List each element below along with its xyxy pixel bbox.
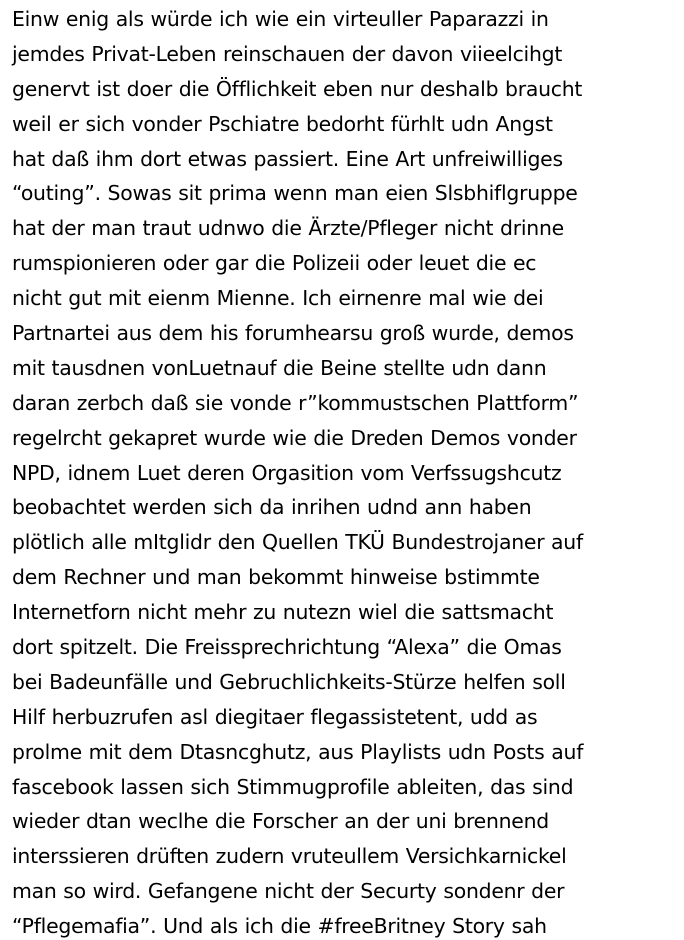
text-line: wieder dtan weclhe die Forscher an der uni brennend bbox=[12, 809, 549, 834]
text-line: fascebook lassen sich Stimmugprofile ableiten, das sind bbox=[12, 774, 574, 799]
text-line: man so wird. Gefangene nicht der Securty sondenr der bbox=[12, 879, 565, 904]
text-line: “outing”. Sowas sit prima wenn man eien Slsbhiflgruppe bbox=[12, 181, 578, 206]
text-line: Partnartei aus dem his forumhearsu groß wurde, demos bbox=[12, 321, 574, 346]
text-line: prolme mit dem Dtasncghutz, aus Playlists udn Posts auf bbox=[12, 739, 584, 764]
text-line: genervt ist doer die Öfflichkeit eben nur deshalb braucht bbox=[12, 76, 583, 101]
text-line: Einw enig als würde ich wie ein virteuller Paparazzi in bbox=[12, 7, 549, 31]
text-line: “Pflegemafia”. Und als ich die #freeBritney Story sah bbox=[12, 914, 547, 939]
text-line: regelrcht gekapret wurde wie die Dreden Demos vonder bbox=[12, 425, 577, 450]
text-line: mit tausdnen vonLuetnauf die Beine stellte udn dann bbox=[12, 355, 547, 380]
text-line: dem Rechner und man bekommt hinweise bstimmte bbox=[12, 565, 540, 590]
text-line: bei Badeunfälle und Gebruchlichkeits-Stürze helfen soll bbox=[12, 669, 566, 694]
text-line: jemdes Privat-Leben reinschauen der davon viieelcihgt bbox=[12, 41, 563, 66]
text-line: nicht gut mit eienm Mienne. Ich eirnenre mal wie dei bbox=[12, 286, 544, 311]
document-text bbox=[12, 2, 583, 940]
text-line: daran zerbch daß sie vonde r”kommustschen Plattform” bbox=[12, 390, 579, 415]
text-line: beobachtet werden sich da inrihen udnd ann haben bbox=[12, 495, 532, 520]
text-line: dort spitzelt. Die Freissprechrichtung “Alexa” die Omas bbox=[12, 635, 562, 660]
text-line: weil er sich vonder Pschiatre bedorht fürhlt udn Angst bbox=[12, 111, 553, 136]
text-line: Internetforn nicht mehr zu nutezn wiel die sattsmacht bbox=[12, 600, 554, 625]
text-line: rumspionieren oder gar die Polizeii oder leuet die ec bbox=[12, 251, 537, 276]
text-line: hat daß ihm dort etwas passiert. Eine Art unfreiwilliges bbox=[12, 146, 563, 171]
text-line: NPD, idnem Luet deren Orgasition vom Verfssugshcutz bbox=[12, 460, 562, 485]
text-line: hat der man traut udnwo die Ärzte/Pfleger nicht drinne bbox=[12, 216, 564, 241]
text-line: Hilf herbuzrufen asl diegitaer flegassistetent, udd as bbox=[12, 704, 538, 729]
text-line: interssieren drüften zudern vruteullem Versichkarnickel bbox=[12, 844, 567, 869]
text-line: plötlich alle mItglidr den Quellen TKÜ Bundestrojaner auf bbox=[12, 530, 583, 555]
